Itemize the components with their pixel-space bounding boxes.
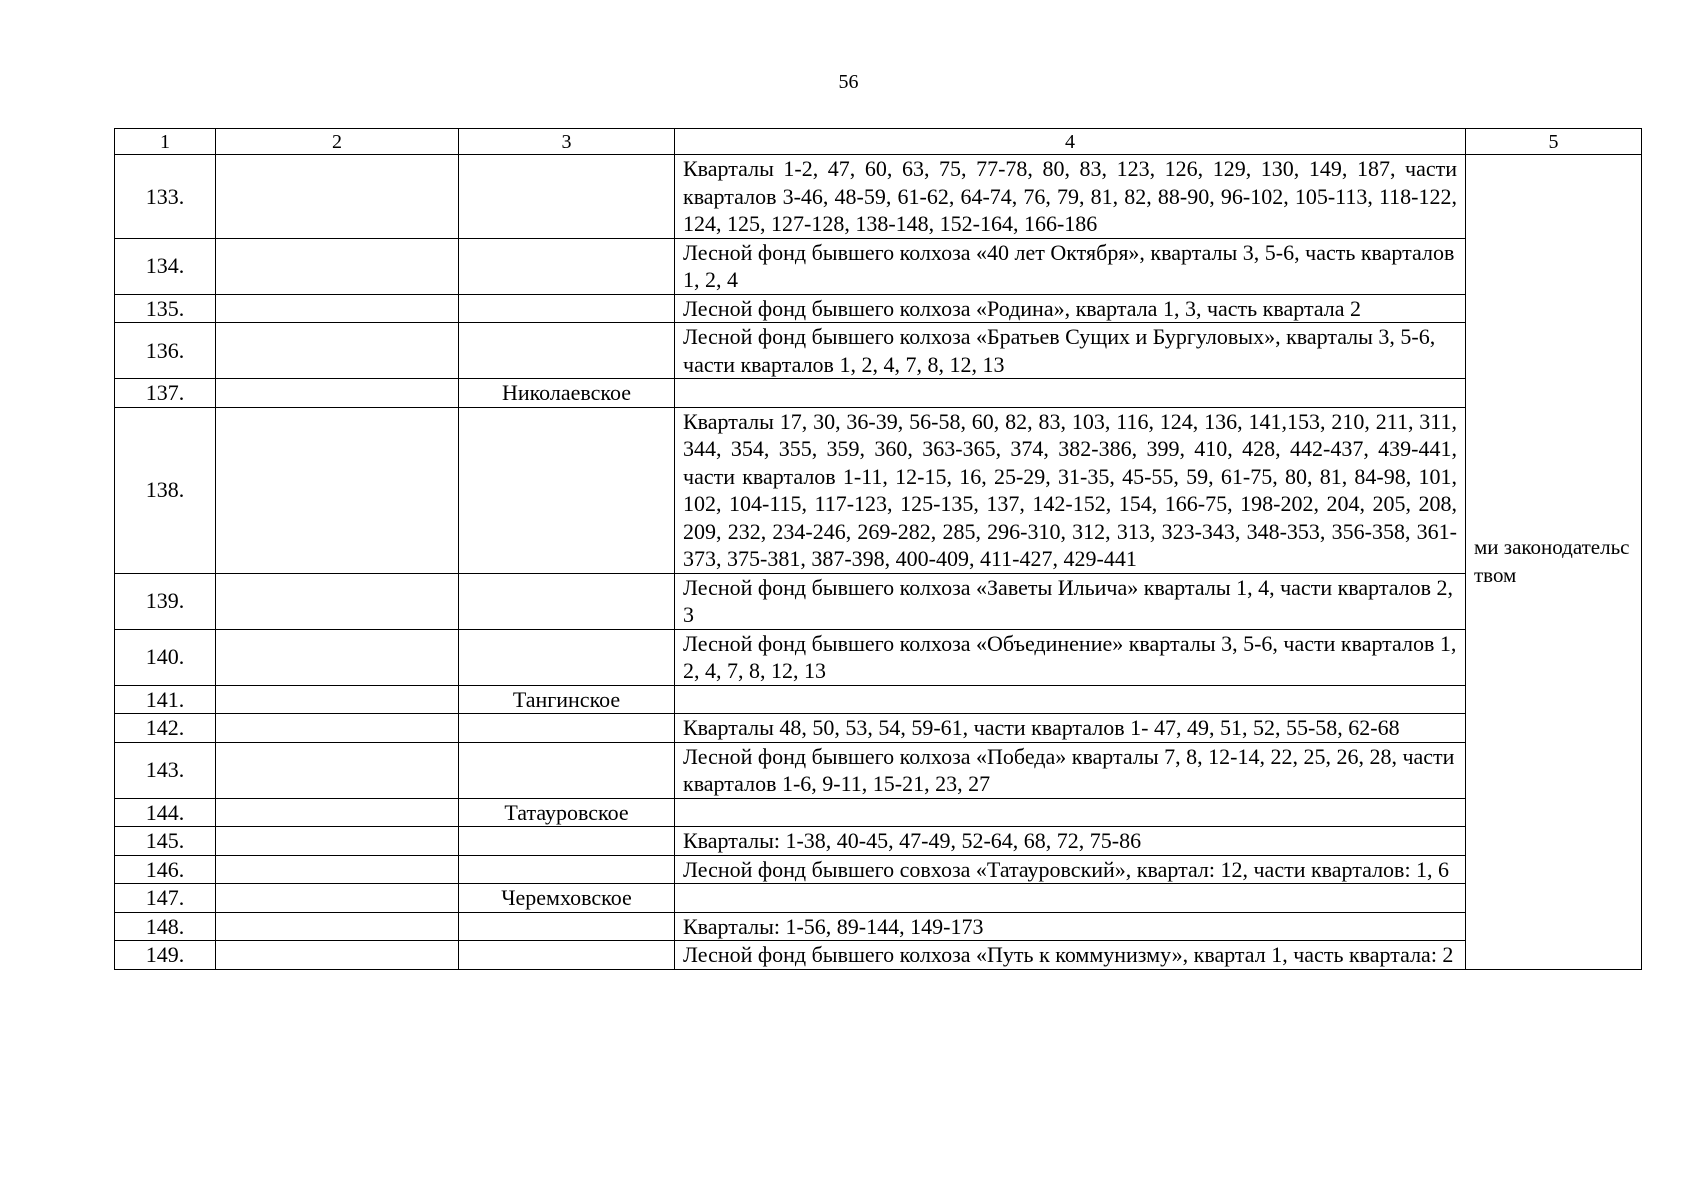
table-row xyxy=(115,827,1642,856)
empty-cell xyxy=(216,884,459,913)
quarters-description xyxy=(675,798,1466,827)
row-number: 140. xyxy=(115,629,216,685)
row-number: 144. xyxy=(115,798,216,827)
quarters-description: Лесной фонд бывшего колхоза «Заветы Ильича» кварталы 1, 4, части кварталов 2, 3 xyxy=(675,573,1466,629)
row-number: 146. xyxy=(115,855,216,884)
table-row xyxy=(115,323,1642,379)
table-row xyxy=(115,941,1642,970)
row-number: 138. xyxy=(115,407,216,573)
table-row xyxy=(115,714,1642,743)
district-cell: Татауровское xyxy=(459,798,675,827)
row-number: 139. xyxy=(115,573,216,629)
quarters-description xyxy=(675,884,1466,913)
quarters-description: Кварталы: 1-56, 89-144, 149-173 xyxy=(675,912,1466,941)
empty-cell xyxy=(216,323,459,379)
row-number: 149. xyxy=(115,941,216,970)
quarters-description: Лесной фонд бывшего колхоза «Родина», квартала 1, 3, часть квартала 2 xyxy=(675,294,1466,323)
table-row xyxy=(115,407,1642,573)
table-row xyxy=(115,573,1642,629)
table-row xyxy=(115,798,1642,827)
empty-cell xyxy=(216,855,459,884)
row-number: 141. xyxy=(115,685,216,714)
quarters-description: Кварталы 48, 50, 53, 54, 59-61, части кварталов 1- 47, 49, 51, 52, 55-58, 62-68 xyxy=(675,714,1466,743)
table-row xyxy=(115,629,1642,685)
district-cell xyxy=(459,629,675,685)
district-cell: Николаевское xyxy=(459,379,675,408)
empty-cell xyxy=(216,941,459,970)
column-header-4: 4 xyxy=(675,129,1466,155)
empty-cell xyxy=(216,573,459,629)
empty-cell xyxy=(216,629,459,685)
column-header-5: 5 xyxy=(1466,129,1642,155)
table-row xyxy=(115,884,1642,913)
table-row xyxy=(115,379,1642,408)
empty-cell xyxy=(216,827,459,856)
empty-cell xyxy=(216,238,459,294)
table-row xyxy=(115,855,1642,884)
quarters-description: Кварталы 17, 30, 36-39, 56-58, 60, 82, 83, 103, 116, 124, 136, 141,153, 210, 211, 311, 344, 354, 355, 359, 360, 363-365, 374, 382-386, 399, 410, 428, 442-437, 439-441, части кварталов 1-11, 12-15, 16, 25-29, 31-35, 45-55, 59, 61-75, 80, 81, 84-98, 101, 102, 104-115, 117-123, 125-135, 137, 142-152, 154, 166-75, 198-202, 204, 205, 208, 209, 232, 234-246, 269-282, 285, 296-310, 312, 313, 323-343, 348-353, 356-358, 361-373, 375-381, 387-398, 400-409, 411-427, 429-441 xyxy=(675,407,1466,573)
table-row xyxy=(115,155,1642,239)
row-number: 133. xyxy=(115,155,216,239)
district-cell xyxy=(459,238,675,294)
district-cell xyxy=(459,323,675,379)
empty-cell xyxy=(216,155,459,239)
column-header-1: 1 xyxy=(115,129,216,155)
row-number: 148. xyxy=(115,912,216,941)
legislation-note: ми законодательс твом xyxy=(1466,155,1642,970)
district-cell xyxy=(459,827,675,856)
empty-cell xyxy=(216,407,459,573)
forest-fund-table xyxy=(114,128,1642,970)
empty-cell xyxy=(216,379,459,408)
district-cell xyxy=(459,912,675,941)
district-cell xyxy=(459,573,675,629)
row-number: 136. xyxy=(115,323,216,379)
empty-cell xyxy=(216,742,459,798)
empty-cell xyxy=(216,714,459,743)
row-number: 137. xyxy=(115,379,216,408)
table-row xyxy=(115,238,1642,294)
district-cell xyxy=(459,714,675,743)
row-number: 142. xyxy=(115,714,216,743)
table-row xyxy=(115,912,1642,941)
quarters-description xyxy=(675,685,1466,714)
district-cell: Черемховское xyxy=(459,884,675,913)
empty-cell xyxy=(216,294,459,323)
row-number: 143. xyxy=(115,742,216,798)
district-cell xyxy=(459,294,675,323)
quarters-description: Лесной фонд бывшего колхоза «Объединение» кварталы 3, 5-6, части кварталов 1, 2, 4, 7, 8, 12, 13 xyxy=(675,629,1466,685)
row-number: 147. xyxy=(115,884,216,913)
row-number: 134. xyxy=(115,238,216,294)
column-header-2: 2 xyxy=(216,129,459,155)
quarters-description xyxy=(675,379,1466,408)
column-header-3: 3 xyxy=(459,129,675,155)
empty-cell xyxy=(216,685,459,714)
table-row xyxy=(115,685,1642,714)
quarters-description: Кварталы: 1-38, 40-45, 47-49, 52-64, 68, 72, 75-86 xyxy=(675,827,1466,856)
district-cell xyxy=(459,855,675,884)
table-row xyxy=(115,294,1642,323)
district-cell: Тангинское xyxy=(459,685,675,714)
district-cell xyxy=(459,407,675,573)
quarters-description: Лесной фонд бывшего колхоза «40 лет Октября», кварталы 3, 5-6, часть кварталов 1, 2, 4 xyxy=(675,238,1466,294)
quarters-description: Лесной фонд бывшего колхоза «Победа» кварталы 7, 8, 12-14, 22, 25, 26, 28, части кварталов 1-6, 9-11, 15-21, 23, 27 xyxy=(675,742,1466,798)
district-cell xyxy=(459,941,675,970)
row-number: 145. xyxy=(115,827,216,856)
column-header-row xyxy=(115,129,1642,155)
quarters-description: Лесной фонд бывшего совхоза «Татауровский», квартал: 12, части кварталов: 1, 6 xyxy=(675,855,1466,884)
quarters-description: Лесной фонд бывшего колхоза «Путь к коммунизму», квартал 1, часть квартала: 2 xyxy=(675,941,1466,970)
page-number: 56 xyxy=(838,71,859,93)
district-cell xyxy=(459,155,675,239)
empty-cell xyxy=(216,798,459,827)
table-row xyxy=(115,742,1642,798)
empty-cell xyxy=(216,912,459,941)
quarters-description: Кварталы 1-2, 47, 60, 63, 75, 77-78, 80, 83, 123, 126, 129, 130, 149, 187, части кварталов 3-46, 48-59, 61-62, 64-74, 76, 79, 81, 82, 88-90, 96-102, 105-113, 118-122, 124, 125, 127-128, 138-148, 152-164, 166-186 xyxy=(675,155,1466,239)
row-number: 135. xyxy=(115,294,216,323)
quarters-description: Лесной фонд бывшего колхоза «Братьев Сущих и Бургуловых», кварталы 3, 5-6, части кварталов 1, 2, 4, 7, 8, 12, 13 xyxy=(675,323,1466,379)
district-cell xyxy=(459,742,675,798)
